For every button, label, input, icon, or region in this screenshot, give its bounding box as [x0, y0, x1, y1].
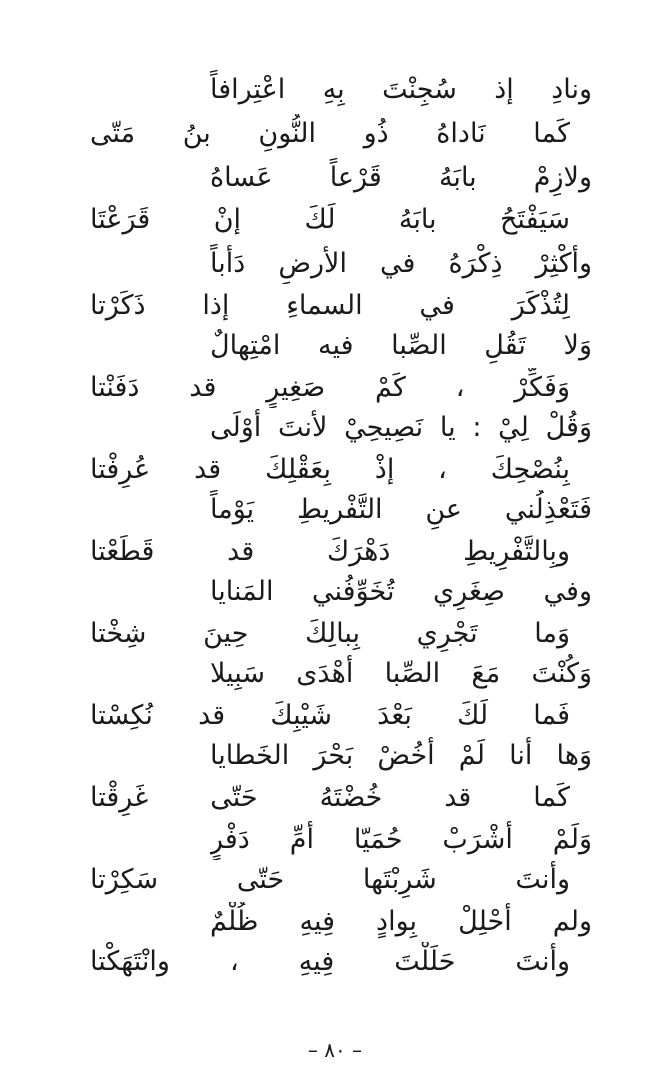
verse-line-12: وبِالتَّفْرِيطِ دَهْرَكَ قد قَطَعْتا: [90, 536, 570, 567]
page-number: – ٨٠ –: [307, 1038, 363, 1062]
verse-line-18: كَما قد خُضْتَهُ حَتّى غَرِقْتا: [90, 782, 570, 813]
verse-line-20: وأنتَ شَرِبْتَها حَتّى سَكِرْتا: [90, 864, 570, 895]
verse-line-14: وَما تَجْرِي بِبالِكَ حِينَ شِخْتا: [90, 618, 570, 649]
verse-line-15: وَكُنْتَ مَعَ الصِّبا أَهْدَى سَبِيلا: [210, 658, 592, 689]
verse-line-9: وَقُلْ لِيْ : يا نَصِيحِيْ لأنتَ أَوْلَى: [210, 412, 592, 443]
verse-line-8: وَفَكِّرْ ، كَمْ صَغِيرٍ قد دَفَنْتا: [90, 372, 570, 403]
verse-line-10: بِنُصْحِكَ ، إذْ بِعَقْلِكَ قد عُرِفْتا: [90, 454, 570, 485]
verse-line-7: وَلا تَقُلِ الصِّبا فيه امْتِهالٌ: [210, 330, 592, 361]
verse-line-16: فَما لَكَ بَعْدَ شَيْبِكَ قد نُكِسْتا: [90, 700, 570, 731]
verse-line-19: وَلَمْ أَشْرَبْ حُمَيّا أمِّ دَفْرٍ: [210, 824, 592, 855]
verse-line-22: وأنتَ حَلَلْتَ فِيهِ ، وانْتَهَكْتا: [90, 946, 570, 977]
verse-line-11: فَتَعْذِلُني عنِ التَّفْريطِ يَوْماً: [210, 494, 592, 525]
verse-line-5: وأَكْثِرْ ذِكْرَهُ في الأرضِ دَأباً: [210, 248, 592, 279]
verse-line-3: ولازِمْ بابَهُ قَرْعاً عَساهُ: [210, 162, 592, 193]
verse-line-17: وَها أنا لَمْ أَخُضْ بَحْرَ الخَطايا: [210, 740, 592, 771]
verse-line-6: لِتُذْكَرَ في السماءِ إذا ذَكَرْتا: [90, 290, 570, 321]
verse-line-13: وفي صِغَرِي تُخَوِّفُني المَنايا: [210, 576, 592, 607]
verse-line-1: ونادِ إذ سُجِنْتَ بِهِ اعْتِرافاً: [210, 74, 592, 105]
verse-line-2: كَما نَاداهُ ذُو النُّونِ بنُ مَتّى: [90, 118, 570, 149]
verse-line-4: سَيَفْتَحُ بابَهُ لَكَ إنْ قَرَعْتَا: [90, 204, 570, 235]
verse-line-21: ولم أَحْلِلْ بِوادٍ فِيهِ ظُلْمٌ: [210, 906, 592, 937]
